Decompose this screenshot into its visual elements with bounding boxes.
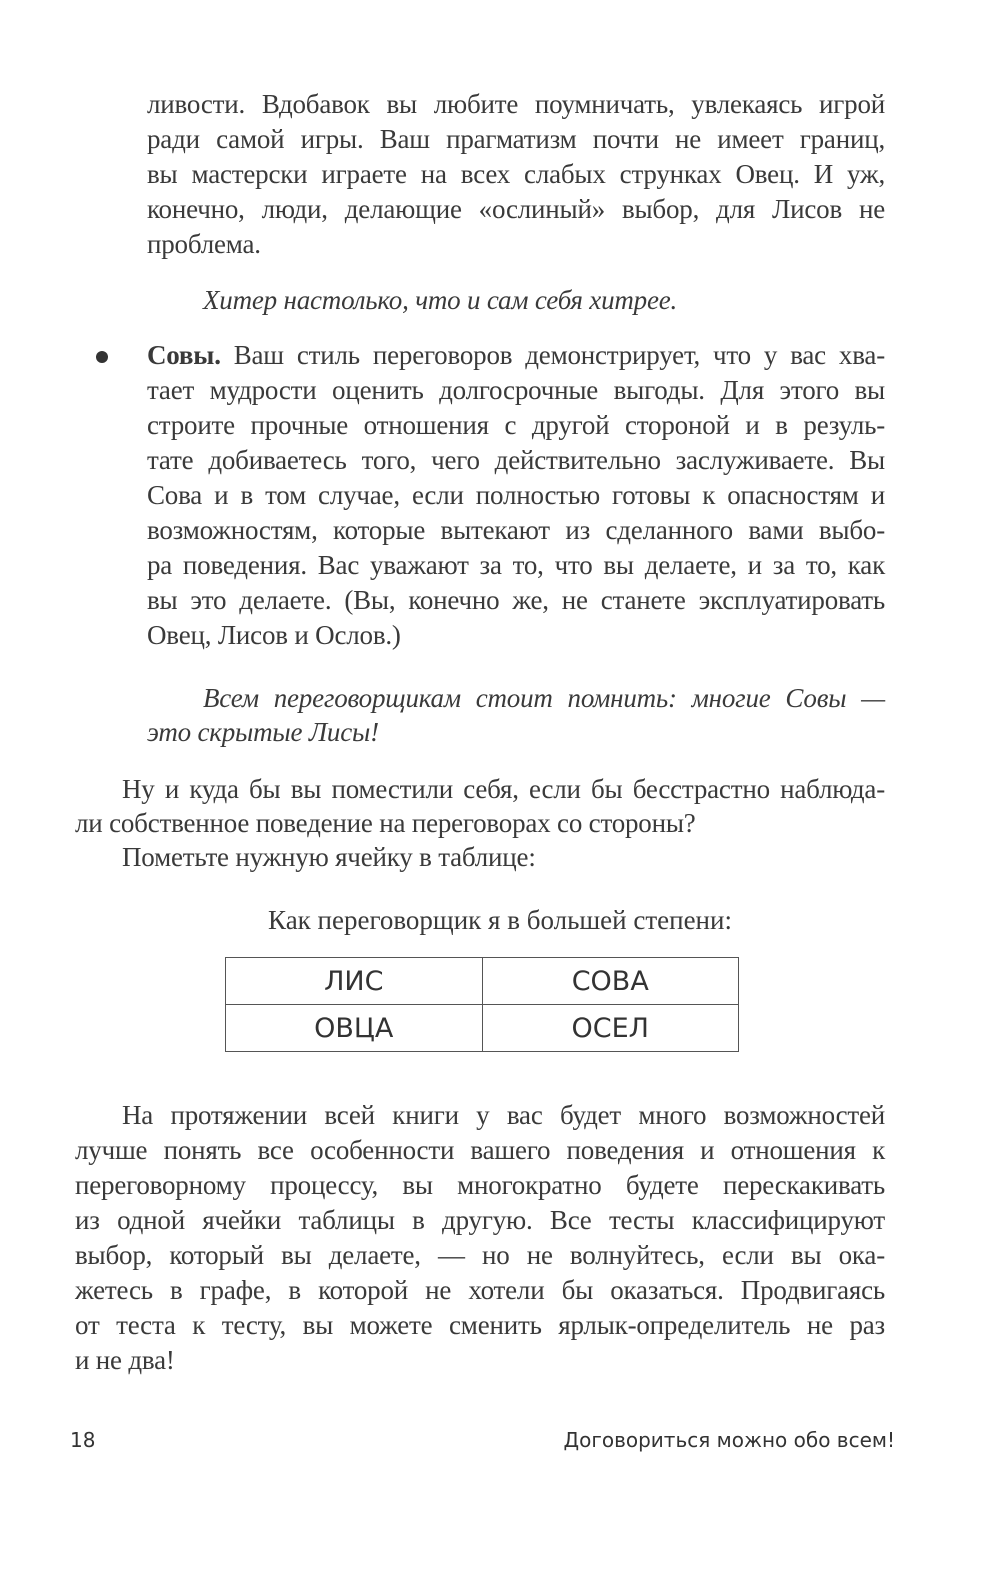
text-line: Пометьте нужную ячейку в таблице: (122, 842, 536, 872)
text-line: Сова и в том случае, если полностью готовы к опасностям и (147, 480, 885, 510)
text-line: и не два! (75, 1345, 175, 1375)
text-line: вы это делаете. (Вы, конечно же, не станете эксплуатировать (147, 585, 885, 615)
text-line: Ну и куда бы вы поместили себя, если бы бесстрастно наблюда- (122, 774, 885, 804)
text-line: ливости. Вдобавок вы любите поумничать, увлекаясь игрой (147, 89, 885, 119)
bullet-icon (96, 351, 108, 363)
quote-line: Всем переговорщикам стоит помнить: многие Совы — (203, 683, 885, 713)
table-cell-fox[interactable]: ЛИС (226, 958, 483, 1005)
running-title: Договориться можно обо всем! (563, 1428, 895, 1452)
text-line: возможностям, которые вытекают из сделанного вами выбо- (147, 515, 885, 545)
text-line: лучше понять все особенности вашего поведения и отношения к (75, 1135, 885, 1165)
text-line: ра поведения. Вас уважают за то, что вы делаете, и за то, как (147, 550, 885, 580)
text-line: из одной ячейки таблицы в другую. Все тесты классифицируют (75, 1205, 885, 1235)
text-line: проблема. (147, 229, 261, 259)
text-line (147, 338, 885, 372)
table-cell-sheep[interactable]: ОВЦА (226, 1005, 483, 1052)
table-caption: Как переговорщик я в большей степени: (268, 905, 732, 935)
fox-quote: Хитер настолько, что и сам себя хитрее. (203, 285, 678, 315)
quote-line: это скрытые Лисы! (147, 717, 379, 747)
text-line: Овец, Лисов и Ослов.) (147, 620, 401, 650)
text-line: вы мастерски играете на всех слабых струнках Овец. И уж, (147, 159, 885, 189)
table-cell-owl[interactable]: СОВА (482, 958, 739, 1005)
text-line: выбор, который вы делаете, — но не волнуйтесь, если вы ока- (75, 1240, 885, 1270)
text-line: конечно, люди, делающие «ослиный» выбор, для Лисов не (147, 194, 885, 224)
text-line: строите прочные отношения с другой стороной и в резуль- (147, 410, 885, 440)
text-line: тает мудрости оценить долгосрочные выгоды. Для этого вы (147, 375, 885, 405)
text-line: жетесь в графе, в которой не хотели бы оказаться. Продвигаясь (75, 1275, 885, 1305)
text-line: от теста к тесту, вы можете сменить ярлык-определитель не раз (75, 1310, 885, 1340)
text-line: На протяжении всей книги у вас будет много возможностей (122, 1100, 885, 1130)
table-row (226, 1005, 739, 1052)
table-cell-donkey[interactable]: ОСЕЛ (482, 1005, 739, 1052)
text-line: тате добиваетесь того, чего действительно заслуживаете. Вы (147, 445, 885, 475)
text-line: ли собственное поведение на переговорах со стороны? (75, 808, 696, 838)
text-line: ради самой игры. Ваш прагматизм почти не имеет границ, (147, 124, 885, 154)
owl-term: Совы. (147, 340, 221, 370)
owl-first-line: Ваш стиль переговоров демонстрирует, что у вас хва- (220, 340, 885, 370)
text-line: переговорному процессу, вы многократно будете перескакивать (75, 1170, 885, 1200)
page-number: 18 (70, 1428, 96, 1452)
table-row (226, 958, 739, 1005)
negotiator-type-table (225, 957, 739, 1052)
